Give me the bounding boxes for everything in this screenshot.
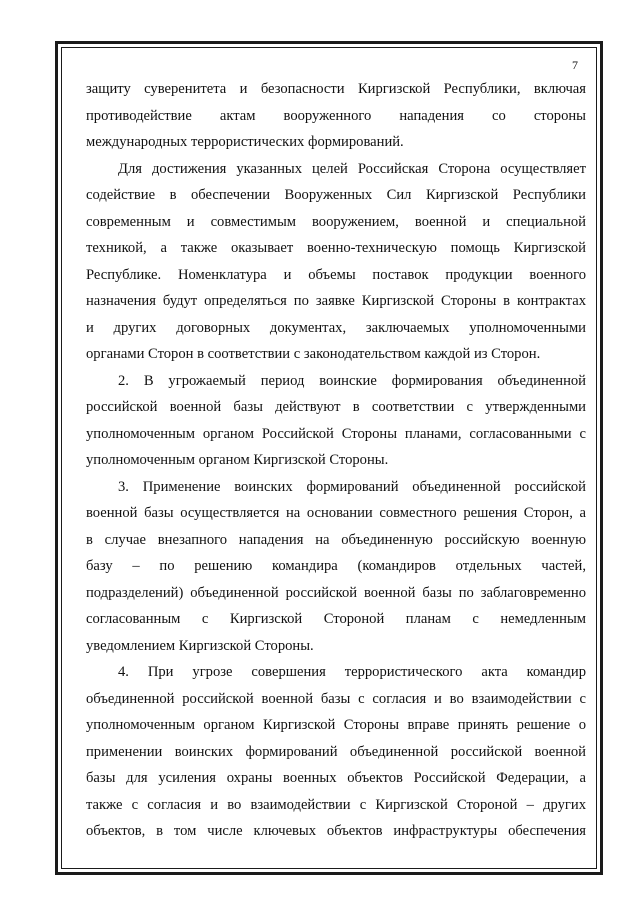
text-line: базу – по решению командира (командиров отдельных частей, <box>86 558 586 574</box>
text-line: и других договорных документах, заключаемых уполномоченными <box>86 319 586 336</box>
text-line: также с согласия и во взаимодействии с Киргизской Стороной – других <box>86 796 586 813</box>
text-line: применении воинских формирований объединенной российской военной <box>86 743 586 760</box>
text-line: уведомлением Киргизской Стороны. <box>86 637 314 654</box>
text-line: объединенной российской военной базы с согласия и во взаимодействии с <box>86 690 586 707</box>
text-line: международных террористических формирований. <box>86 134 404 150</box>
text-line: противодействие актам вооруженного нападения со стороны <box>86 107 586 124</box>
page-number: 7 <box>572 58 578 72</box>
text-line: техникой, а также оказывает военно-техническую помощь Киргизской <box>86 240 586 256</box>
text-line: уполномоченным органом Российской Стороны планами, согласованными с <box>86 425 586 442</box>
text-line: 3. Применение воинских формирований объединенной российской <box>118 478 586 495</box>
text-line: уполномоченным органом Киргизской Стороны. <box>86 452 389 468</box>
text-line: военной базы осуществляется на основании совместного решения Сторон, а <box>86 505 586 521</box>
text-line: современным и совместимым вооружением, военной и специальной <box>86 213 586 230</box>
text-line: содействие в обеспечении Вооруженных Сил Киргизской Республики <box>86 187 586 203</box>
text-line: российской военной базы действуют в соответствии с утвержденными <box>86 399 586 415</box>
text-line: назначения будут определяться по заявке Киргизской Стороны в контрактах <box>86 293 586 309</box>
text-line: защиту суверенитета и безопасности Киргизской Республики, включая <box>86 81 586 97</box>
text-line: органами Сторон в соответствии с законодательством каждой из Сторон. <box>86 346 541 362</box>
document-body <box>86 76 586 845</box>
text-line: в случае внезапного нападения на объединенную российскую военную <box>86 531 586 548</box>
text-line: уполномоченным органом Киргизской Стороны вправе принять решение о <box>86 717 586 733</box>
text-line: Для достижения указанных целей Российская Сторона осуществляет <box>118 160 586 177</box>
text-line: 2. В угрожаемый период воинские формирования объединенной <box>118 372 586 389</box>
text-line: 4. При угрозе совершения террористического акта командир <box>118 664 586 680</box>
text-line: объектов, в том числе ключевых объектов инфраструктуры обеспечения <box>86 823 586 839</box>
text-line: подразделений) объединенной российской военной базы по заблаговременно <box>86 584 586 601</box>
text-line: согласованным с Киргизской Стороной планам с немедленным <box>86 611 586 627</box>
text-line: базы для усиления охраны военных объектов Российской Федерации, а <box>86 770 586 786</box>
text-line: Республике. Номенклатура и объемы поставок продукции военного <box>86 266 586 283</box>
